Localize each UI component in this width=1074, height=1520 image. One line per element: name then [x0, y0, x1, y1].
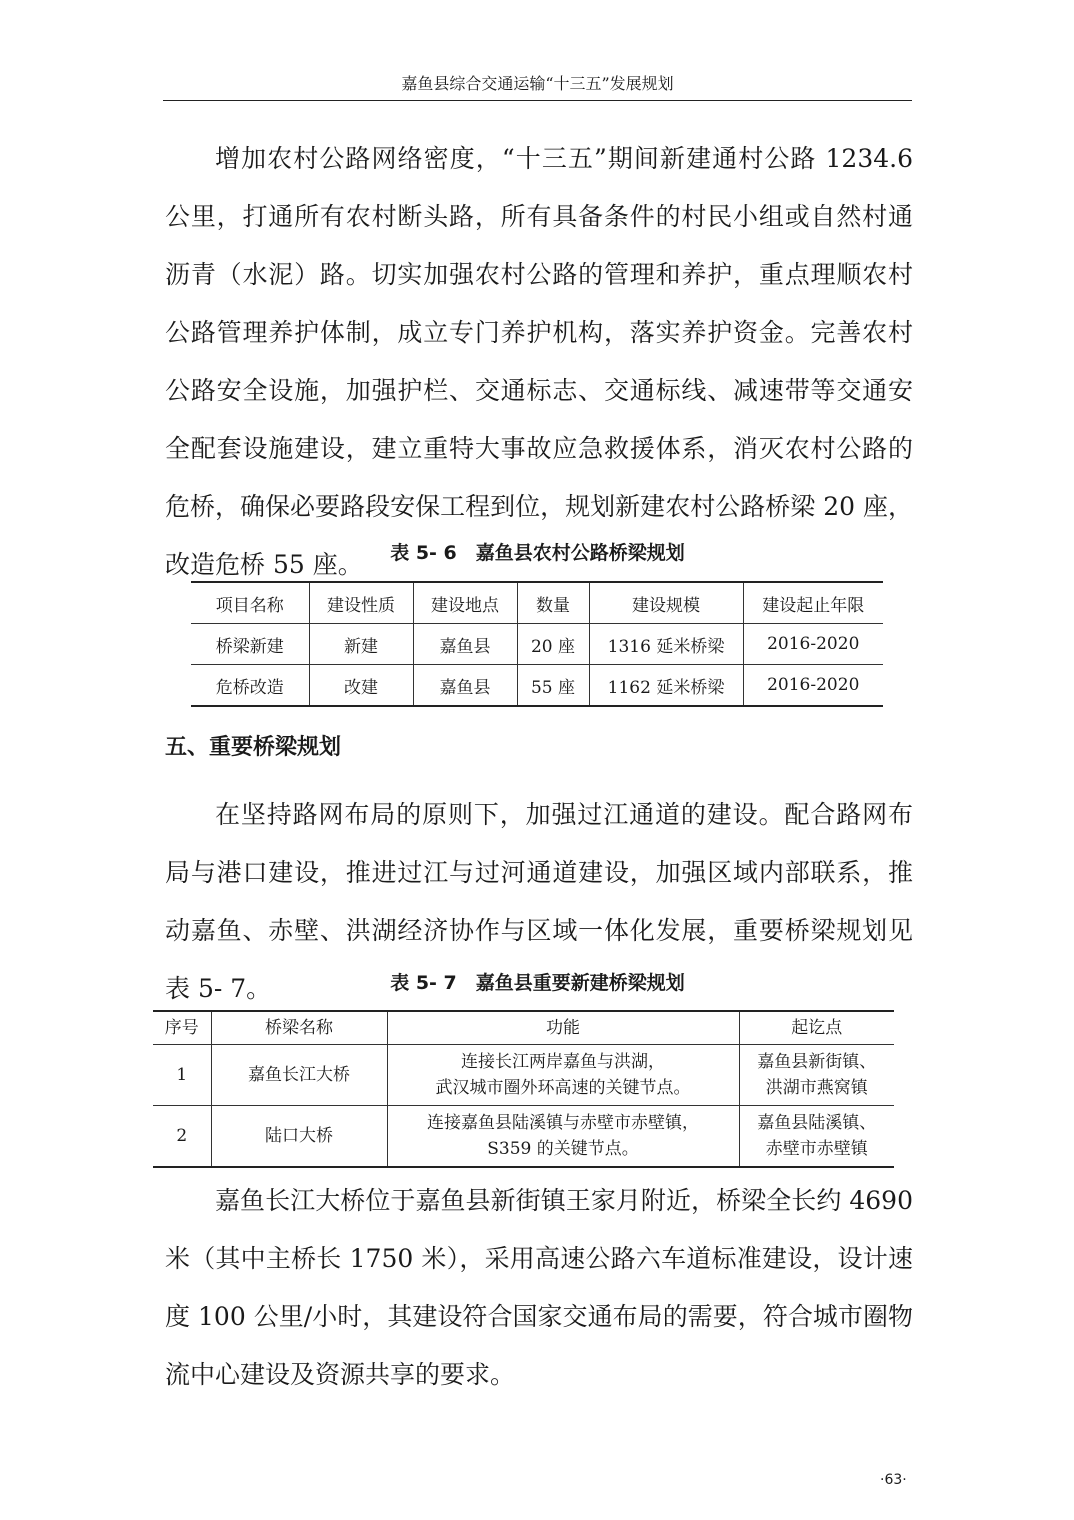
section-title: 五、重要桥梁规划	[165, 735, 342, 760]
table-cell	[739, 1045, 894, 1106]
table-major-bridges	[153, 1010, 894, 1168]
endpoint-line: 洪湖市燕窝镇	[765, 1078, 868, 1098]
table-cell: 陆口大桥	[211, 1106, 387, 1168]
page-number: ·63·	[880, 1472, 907, 1488]
paragraph-jiayu-bridge: 嘉鱼长江大桥位于嘉鱼县新街镇王家月附近，桥梁全长约 4690 米（其中主桥长 1750 米），采用高速公路六车道标准建设，设计速度 100 公里/小时，其建设符合国家交通布局的需要，符合城市圈物流中心建设及资源共享的要求。	[165, 1186, 913, 1389]
header-cell: 建设规模	[589, 582, 743, 624]
table-row	[153, 1106, 894, 1168]
table-cell: 新建	[309, 624, 413, 665]
header-cell: 数量	[517, 582, 589, 624]
table1-caption: 表 5- 6 嘉鱼县农村公路桥梁规划	[390, 542, 685, 564]
table-rural-bridges	[191, 581, 883, 707]
function-line: S359 的关键节点。	[487, 1139, 639, 1159]
table-cell: 嘉鱼县	[413, 665, 517, 707]
function-line: 连接长江两岸嘉鱼与洪湖，	[461, 1052, 665, 1072]
paragraph-bridge-intro: 在坚持路网布局的原则下，加强过江通道的建设。配合路网布局与港口建设，推进过江与过河通道建设，加强区域内部联系，推动嘉鱼、赤壁、洪湖经济协作与区域一体化发展，重要桥梁规划见表 5- 7。	[165, 800, 913, 1003]
table-cell: 桥梁新建	[191, 624, 309, 665]
table-header-row	[153, 1011, 894, 1045]
table-cell: 2016-2020	[743, 665, 883, 707]
table-row	[191, 624, 883, 665]
header-cell: 功能	[387, 1011, 739, 1045]
header-cell: 桥梁名称	[211, 1011, 387, 1045]
header-cell: 起讫点	[739, 1011, 894, 1045]
header-cell: 序号	[153, 1011, 211, 1045]
header-cell: 建设性质	[309, 582, 413, 624]
table-cell: 1	[153, 1045, 211, 1106]
header-cell: 建设起止年限	[743, 582, 883, 624]
function-line: 武汉城市圈外环高速的关键节点。	[435, 1078, 691, 1098]
table-cell: 55 座	[517, 665, 589, 707]
endpoint-line: 嘉鱼县陆溪镇、	[757, 1113, 877, 1133]
endpoint-line: 嘉鱼县新街镇、	[757, 1052, 877, 1072]
table-cell: 嘉鱼长江大桥	[211, 1045, 387, 1106]
table-cell	[387, 1045, 739, 1106]
header-cell: 项目名称	[191, 582, 309, 624]
table-cell: 嘉鱼县	[413, 624, 517, 665]
function-line: 连接嘉鱼县陆溪镇与赤壁市赤壁镇，	[427, 1113, 699, 1133]
endpoint-line: 赤壁市赤壁镇	[765, 1139, 868, 1159]
table-cell: 20 座	[517, 624, 589, 665]
page-header: 嘉鱼县综合交通运输“十三五”发展规划	[163, 72, 912, 101]
table-cell	[739, 1106, 894, 1168]
table-header-row	[191, 582, 883, 624]
table-cell: 2016-2020	[743, 624, 883, 665]
table-row	[191, 665, 883, 707]
table2-caption: 表 5- 7 嘉鱼县重要新建桥梁规划	[390, 972, 685, 994]
table-cell: 2	[153, 1106, 211, 1168]
paragraph-rural-roads: 增加农村公路网络密度，“十三五”期间新建通村公路 1234.6 公里，打通所有农村断头路，所有具备条件的村民小组或自然村通沥青（水泥）路。切实加强农村公路的管理和养护，重点理顺农村公路管理养护体制，成立专门养护机构，落实养护资金。完善农村公路安全设施，加强护栏、交通标志、交通标线、减速带等交通安全配套设施建设，建立重特大事故应急救援体系，消灭农村公路的危桥，确保必要路段安保工程到位，规划新建农村公路桥梁 20 座，改造危桥 55 座。	[165, 144, 913, 579]
table-row	[153, 1045, 894, 1106]
table-cell	[387, 1106, 739, 1168]
table-cell: 危桥改造	[191, 665, 309, 707]
table-cell: 1162 延米桥梁	[589, 665, 743, 707]
table-cell: 1316 延米桥梁	[589, 624, 743, 665]
header-cell: 建设地点	[413, 582, 517, 624]
table-cell: 改建	[309, 665, 413, 707]
